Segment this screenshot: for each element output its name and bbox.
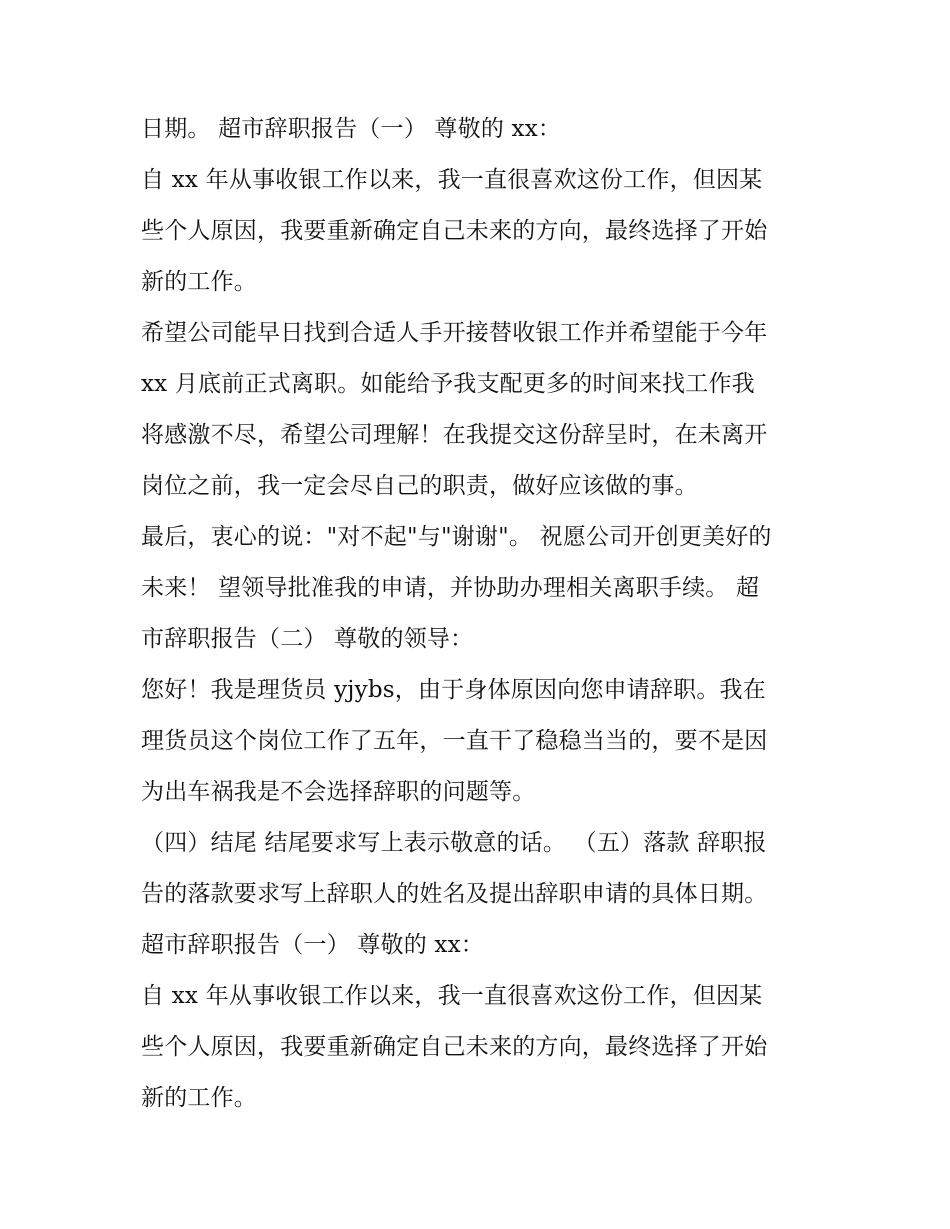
document-line: 将感激不尽，希望公司理解！在我提交这份辞呈时，在未离开 [141,422,768,448]
document-line: 市辞职报告（二） 尊敬的领导： [141,626,474,652]
document-body [141,108,821,1128]
document-line: 自 xx 年从事收银工作以来，我一直很喜欢这份工作，但因某 [141,167,763,193]
document-line: 新的工作。 [141,269,257,295]
document-line: 些个人原因，我要重新确定自己未来的方向，最终选择了开始 [141,218,768,244]
document-line: 些个人原因，我要重新确定自己未来的方向，最终选择了开始 [141,1034,768,1060]
document-line: 岗位之前，我一定会尽自己的职责，做好应该做的事。 [141,473,698,499]
document-line: 日期。 超市辞职报告（一） 尊敬的 xx： [141,116,562,142]
document-line: 告的落款要求写上辞职人的姓名及提出辞职申请的具体日期。 [141,881,768,907]
document-line: 新的工作。 [141,1085,257,1111]
document-line: 理货员这个岗位工作了五年，一直干了稳稳当当的，要不是因 [141,728,768,754]
document-line: 超市辞职报告（一） 尊敬的 xx： [141,932,484,958]
document-line: （四）结尾 结尾要求写上表示敬意的话。 （五）落款 辞职报 [141,830,767,856]
document-line: 您好！我是理货员 yjybs，由于身体原因向您申请辞职。我在 [141,677,766,703]
document-line: 未来！ 望领导批准我的申请，并协助办理相关离职手续。 超 [141,575,760,601]
document-line: 最后，衷心的说："对不起"与"谢谢"。 祝愿公司开创更美好的 [141,524,772,550]
document-line: xx 月底前正式离职。如能给予我支配更多的时间来找工作我 [141,371,755,397]
document-line: 希望公司能早日找到合适人手开接替收银工作并希望能于今年 [141,320,768,346]
document-line: 自 xx 年从事收银工作以来，我一直很喜欢这份工作，但因某 [141,983,763,1009]
document-line: 为出车祸我是不会选择辞职的问题等。 [141,779,536,805]
